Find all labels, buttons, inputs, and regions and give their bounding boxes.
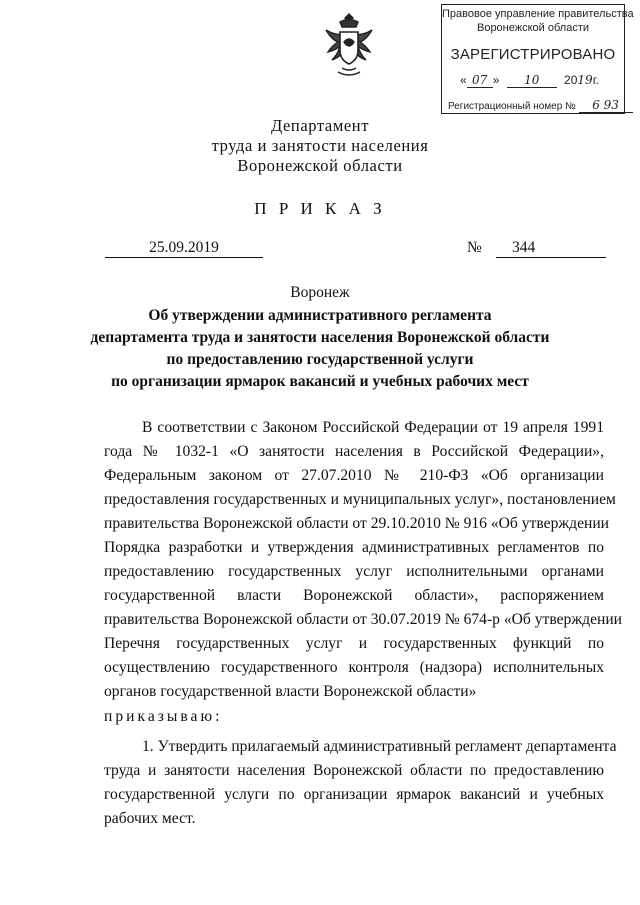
- body-line: Перечня государственных услуг и государственных функций по: [104, 635, 604, 652]
- item1-line: 1. Утвердить прилагаемый административный регламент департамента: [142, 738, 617, 755]
- title-line3: по предоставлению государственной услуги: [166, 351, 474, 368]
- stamp-date: « 07 » 10 2019г.: [460, 73, 599, 87]
- body-line: органов государственной власти Воронежской области»: [104, 683, 477, 700]
- stamp-registered: ЗАРЕГИСТРИРОВАНО: [450, 46, 616, 63]
- coat-of-arms-icon: [318, 10, 380, 78]
- stamp-date-month: 10: [507, 73, 557, 88]
- body-line: осуществлению государственного контроля (надзора) исполнительных: [104, 659, 604, 676]
- prikazyvayu: приказываю:: [104, 708, 223, 725]
- stamp-reg-number-value: 6 93: [579, 98, 633, 113]
- stamp-date-year-suffix: 19: [577, 73, 593, 87]
- body-line: Порядка разработки и утверждения административных регламентов по: [104, 539, 604, 556]
- title-line1: Об утверждении административного регламента: [148, 307, 492, 324]
- city: Воронеж: [290, 284, 350, 301]
- body-line: государственной власти Воронежской области», распоряжением: [104, 587, 604, 604]
- body-line: В соответствии с Законом Российской Федерации от 19 апреля 1991: [142, 419, 604, 436]
- stamp-org-line2: Воронежской области: [476, 22, 589, 34]
- stamp-reg-number: [448, 98, 630, 113]
- stamp-reg-number-label: Регистрационный номер №: [448, 101, 576, 112]
- item1-line: государственной услуги по организации ярмарок вакансий и учебных: [104, 786, 604, 803]
- body-line: Федеральным законом от 27.07.2010 № 210-ФЗ «Об организации: [104, 467, 604, 484]
- body-line: правительства Воронежской области от 29.10.2010 № 916 «Об утверждении: [104, 515, 610, 532]
- doc-type-heading: П Р И К А З: [254, 199, 386, 218]
- stamp-date-suffix: г.: [592, 73, 599, 87]
- dept-line3: Воронежской области: [237, 156, 403, 175]
- title-line2: департамента труда и занятости населения Воронежской области: [90, 329, 550, 346]
- item1-line: труда и занятости населения Воронежской области по предоставлению: [104, 762, 604, 779]
- stamp-org-line1: Правовое управление правительства: [442, 8, 634, 20]
- item1-line: рабочих мест.: [104, 810, 196, 827]
- body-line: предоставления государственных и муниципальных услуг», постановлением: [104, 491, 616, 508]
- registration-stamp: [441, 4, 634, 114]
- stamp-date-year-prefix: 20: [564, 73, 578, 87]
- order-date: 25.09.2019: [105, 239, 263, 258]
- body-line: предоставлению государственных услуг исполнительными органами: [104, 563, 604, 580]
- order-number: 344: [496, 239, 606, 258]
- dept-line1: Департамент: [270, 116, 370, 135]
- number-sign: №: [467, 239, 482, 256]
- body-line: правительства Воронежской области от 30.07.2019 № 674-р «Об утверждении: [104, 611, 623, 628]
- dept-line2: труда и занятости населения: [211, 136, 429, 155]
- body-line: года № 1032-1 «О занятости населения в Российской Федерации»,: [104, 443, 604, 460]
- stamp-date-day: 07: [467, 73, 493, 88]
- title-line4: по организации ярмарок вакансий и учебных рабочих мест: [111, 373, 529, 390]
